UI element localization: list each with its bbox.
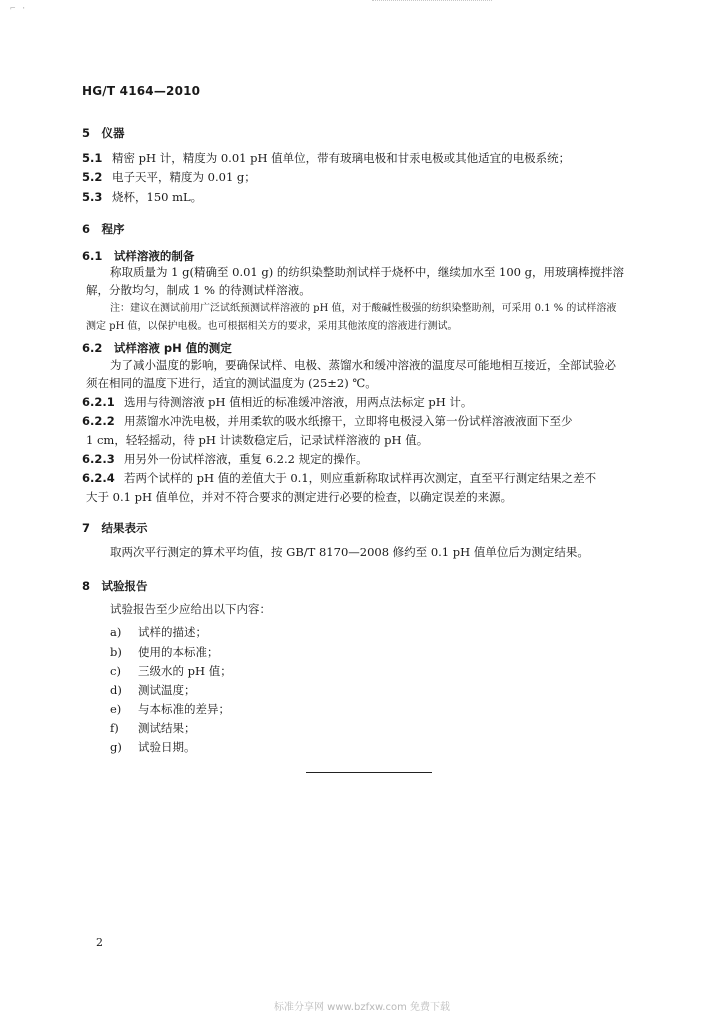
list-text: 试样的描述； <box>138 625 207 639</box>
clause-6-2-3 <box>82 451 368 467</box>
list-text: 使用的本标准； <box>138 645 219 659</box>
paragraph: 为了减小温度的影响，要确保试样、电极、蒸馏水和缓冲溶液的温度尽可能地相互接近，全部试验必 <box>110 358 616 372</box>
page-number: 2 <box>96 936 103 949</box>
clause-6-2-1 <box>82 394 472 410</box>
note: 注：建议在测试前用广泛试纸预测试样溶液的 pH 值，对于酸碱性极强的纺织染整助剂，可采用 0.1 % 的试样溶液 <box>110 303 617 314</box>
clause-number: 6.2.1 <box>82 395 115 409</box>
section-6-heading: 6 程序 <box>82 222 125 236</box>
clause-number: 6.2.4 <box>82 471 115 485</box>
clause-text: 选用与待测溶液 pH 值相近的标准缓冲溶液，用两点法标定 pH 计。 <box>124 395 473 409</box>
end-rule <box>306 772 432 773</box>
list-text: 测试温度； <box>138 683 196 697</box>
clause-text: 烧杯，150 mL。 <box>112 190 203 204</box>
clause-number: 5.2 <box>82 170 103 184</box>
clause-number: 6.2.3 <box>82 452 115 466</box>
clause-text: 用另外一份试样溶液，重复 6.2.2 规定的操作。 <box>124 452 368 466</box>
paragraph: 解，分散均匀，制成 1 % 的待测试样溶液。 <box>86 283 311 297</box>
paragraph: 须在相同的温度下进行，适宜的测试温度为 (25±2) ℃。 <box>86 376 377 390</box>
section-6-2-heading: 6.2 试样溶液 pH 值的测定 <box>82 341 232 355</box>
paragraph: 大于 0.1 pH 值单位，并对不符合要求的测定进行必要的检查，以确定误差的来源。 <box>86 490 513 504</box>
clause-5-1 <box>82 150 570 166</box>
note: 测定 pH 值，以保护电极。也可根据相关方的要求，采用其他浓度的溶液进行测试。 <box>86 321 458 332</box>
list-text: 与本标准的差异； <box>138 702 230 716</box>
section-7-heading: 7 结果表示 <box>82 521 148 535</box>
section-8-heading: 8 试验报告 <box>82 579 148 593</box>
list-item <box>110 720 196 736</box>
list-marker: a) <box>110 625 122 639</box>
list-marker: c) <box>110 664 121 678</box>
watermark: 标准分享网 www.bzfxw.com 免费下载 <box>274 1002 450 1013</box>
clause-number: 5.3 <box>82 190 103 204</box>
list-item <box>110 682 196 698</box>
list-item <box>110 644 219 660</box>
section-5-heading: 5 仪器 <box>82 126 125 140</box>
paragraph: 取两次平行测定的算术平均值，按 GB/T 8170—2008 修约至 0.1 pH 值单位后为测定结果。 <box>110 545 589 559</box>
list-text: 试验日期。 <box>138 740 196 754</box>
list-item <box>110 663 232 679</box>
list-item <box>110 739 196 755</box>
clause-text: 精密 pH 计，精度为 0.01 pH 值单位，带有玻璃电极和甘汞电极或其他适宜的电极系统； <box>112 151 571 165</box>
list-marker: g) <box>110 740 122 754</box>
top-scan-line <box>372 0 492 1</box>
list-item <box>110 624 207 640</box>
list-marker: e) <box>110 702 122 716</box>
clause-6-2-2 <box>82 413 573 429</box>
clause-5-3 <box>82 189 202 205</box>
clause-number: 6.2.2 <box>82 414 115 428</box>
clause-text: 若两个试样的 pH 值的差值大于 0.1，则应重新称取试样再次测定，直至平行测定结果之差不 <box>124 471 597 485</box>
list-marker: f) <box>110 721 119 735</box>
standard-number: HG/T 4164—2010 <box>82 84 201 98</box>
list-text: 三级水的 pH 值； <box>138 664 232 678</box>
paragraph: 称取质量为 1 g(精确至 0.01 g) 的纺织染整助剂试样于烧杯中，继续加水至 100 g，用玻璃棒搅拌溶 <box>110 265 625 279</box>
list-text: 测试结果； <box>138 721 196 735</box>
clause-5-2 <box>82 169 256 185</box>
clause-number: 5.1 <box>82 151 103 165</box>
list-item <box>110 701 230 717</box>
clause-text: 用蒸馏水冲洗电极，并用柔软的吸水纸擦干，立即将电极浸入第一份试样溶液液面下至少 <box>124 414 573 428</box>
section-6-1-heading: 6.1 试样溶液的制备 <box>82 249 195 263</box>
paragraph: 试验报告至少应给出以下内容： <box>110 602 271 616</box>
clause-text: 电子天平，精度为 0.01 g； <box>112 170 256 184</box>
list-marker: b) <box>110 645 122 659</box>
list-marker: d) <box>110 683 122 697</box>
paragraph: 1 cm，轻轻摇动，待 pH 计读数稳定后，记录试样溶液的 pH 值。 <box>86 433 429 447</box>
clause-6-2-4 <box>82 470 596 486</box>
corner-mark: ⌐ · <box>10 4 27 14</box>
